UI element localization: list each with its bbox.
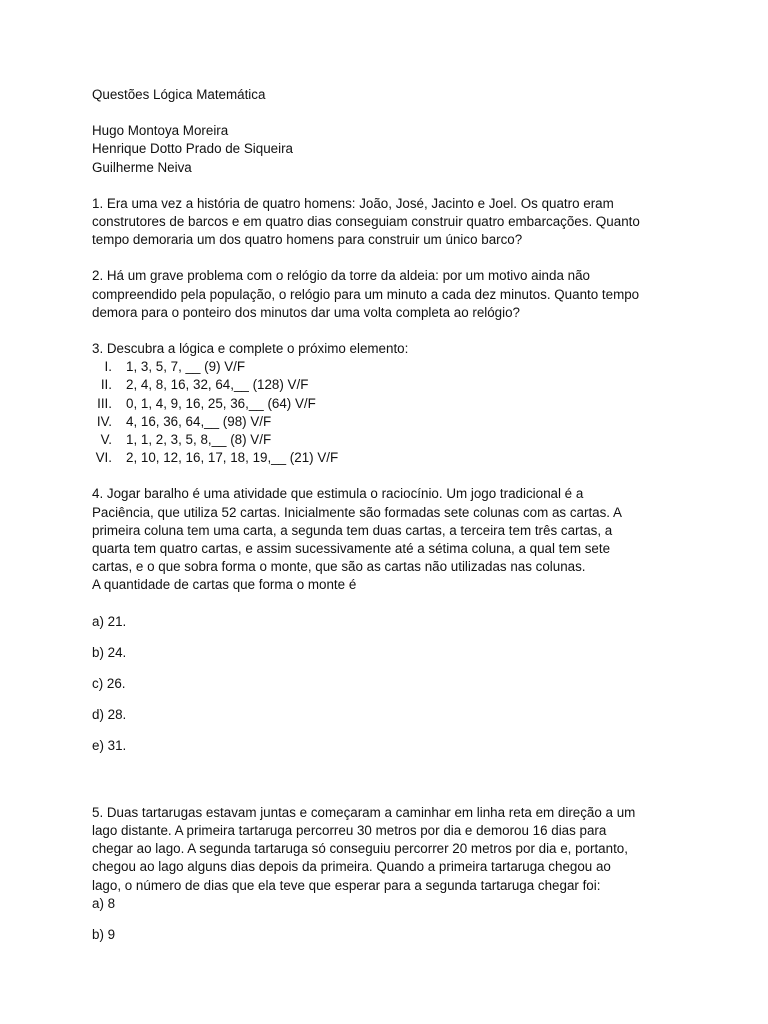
sequence-text: 1, 3, 5, 7, __ (9) V/F: [126, 359, 246, 375]
sequence-text: 0, 1, 4, 9, 16, 25, 36,__ (64) V/F: [126, 395, 316, 411]
question-intro: 3. Descubra a lógica e complete o próximo elemento:: [92, 341, 409, 357]
question-1: [92, 195, 692, 250]
question-line: Paciência, que utiliza 52 cartas. Inicialmente são formadas sete colunas com as cartas. A: [92, 504, 622, 520]
question-3: [92, 340, 692, 467]
sequence-item: [92, 376, 692, 394]
question-line: 2. Há um grave problema com o relógio da torre da aldeia: por um motivo ainda não: [92, 268, 590, 284]
sequence-item: [92, 449, 692, 467]
sequence-item: [92, 395, 692, 413]
author-list: [92, 122, 692, 177]
question-line: compreendido pela população, o relógio para um minuto a cada dez minutos. Quanto tempo: [92, 286, 640, 302]
sequence-number: VI.: [95, 450, 112, 466]
question-line: primeira coluna tem uma carta, a segunda tem duas cartas, a terceira tem três cartas, a: [92, 522, 613, 538]
question-2: [92, 267, 692, 322]
answer-option: b) 24.: [92, 644, 127, 660]
question-line: chegar ao lago. A segunda tartaruga só conseguiu percorrer 20 metros por dia e, portanto,: [92, 841, 628, 857]
question-line: chegou ao lago alguns dias depois da primeira. Quando a primeira tartaruga chegou ao: [92, 859, 611, 875]
question-line: tempo demoraria um dos quatro homens para construir um único barco?: [92, 232, 523, 248]
answer-option: a) 8: [92, 895, 116, 911]
author-name: Hugo Montoya Moreira: [92, 123, 229, 139]
sequence-number: V.: [100, 432, 112, 448]
answer-option: e) 31.: [92, 738, 127, 754]
sequence-text: 1, 1, 2, 3, 5, 8,__ (8) V/F: [126, 432, 272, 448]
question-line: lago, o número de dias que ela teve que esperar para a segunda tartaruga chegar foi:: [92, 877, 601, 893]
question-line: cartas, e o que sobra forma o monte, que são as cartas não utilizadas nas colunas.: [92, 559, 586, 575]
question-line: quarta tem quatro cartas, e assim sucessivamente até a sétima coluna, a qual tem sete: [92, 541, 611, 557]
answer-option: a) 21.: [92, 613, 127, 629]
question-line: 4. Jogar baralho é uma atividade que estimula o raciocínio. Um jogo tradicional é a: [92, 486, 584, 502]
sequence-number: III.: [97, 395, 112, 411]
document-page: [92, 86, 692, 944]
question-4: [92, 485, 692, 755]
sequence-number: I.: [104, 359, 112, 375]
sequence-number: IV.: [96, 413, 112, 429]
sequence-text: 2, 4, 8, 16, 32, 64,__ (128) V/F: [126, 377, 309, 393]
sequence-number: II.: [100, 377, 112, 393]
question-line: A quantidade de cartas que forma o monte é: [92, 577, 357, 593]
question-line: lago distante. A primeira tartaruga percorreu 30 metros por dia e demorou 16 dias para: [92, 822, 607, 838]
question-line: 5. Duas tartarugas estavam juntas e começaram a caminhar em linha reta em direção a um: [92, 804, 636, 820]
answer-option: b) 9: [92, 926, 116, 942]
document-title: Questões Lógica Matemática: [92, 87, 266, 102]
sequence-text: 4, 16, 36, 64,__ (98) V/F: [126, 413, 272, 429]
author-name: Guilherme Neiva: [92, 159, 192, 175]
question-line: construtores de barcos e em quatro dias conseguiam construir quatro embarcações. Quanto: [92, 214, 640, 230]
sequence-item: [92, 413, 692, 431]
sequence-item: [92, 431, 692, 449]
answer-option: d) 28.: [92, 707, 127, 723]
answer-option: c) 26.: [92, 676, 126, 692]
sequence-item: [92, 358, 692, 376]
question-line: 1. Era uma vez a história de quatro homens: João, José, Jacinto e Joel. Os quatro eram: [92, 195, 614, 211]
sequence-text: 2, 10, 12, 16, 17, 18, 19,__ (21) V/F: [126, 450, 339, 466]
question-5: [92, 804, 692, 944]
author-name: Henrique Dotto Prado de Siqueira: [92, 141, 293, 157]
question-line: demora para o ponteiro dos minutos dar uma volta completa ao relógio?: [92, 304, 521, 320]
